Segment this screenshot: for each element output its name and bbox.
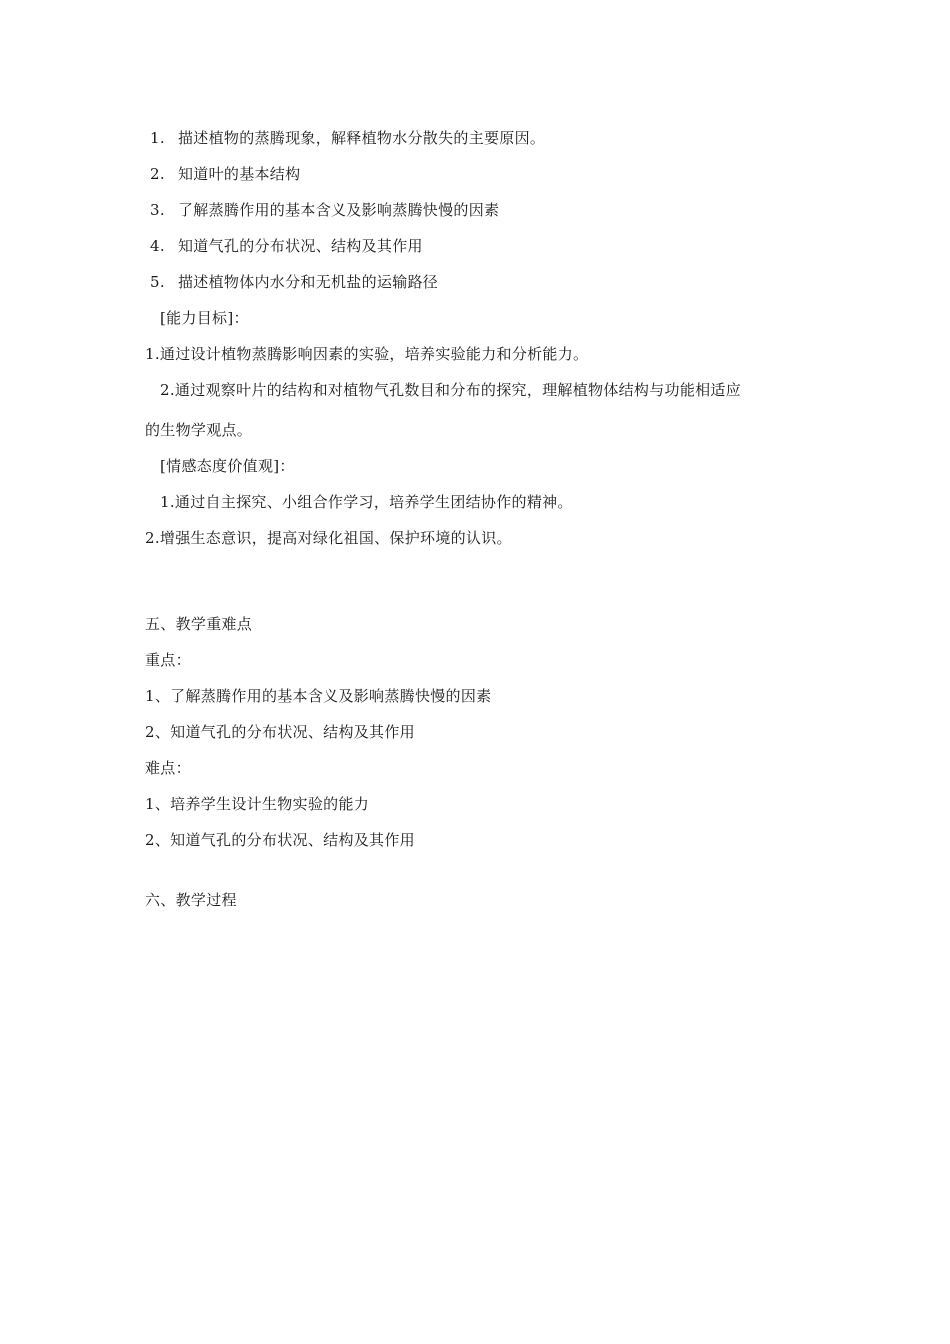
section-title: 六、教学过程 — [145, 891, 237, 909]
item-text: 知道叶的基本结构 — [178, 165, 301, 183]
emotion-heading: [情感态度价值观]： — [160, 457, 295, 475]
knowledge-goal-item — [150, 128, 545, 148]
knowledge-goal-item — [150, 200, 499, 220]
emotion-goal-item: 1.通过自主探究、小组合作学习，培养学生团结协作的精神。 — [160, 493, 573, 511]
difficult-points-label: 难点： — [145, 759, 191, 777]
item-number: 4. — [150, 237, 165, 255]
knowledge-goal-item — [150, 164, 300, 184]
key-points-label: 重点： — [145, 651, 191, 669]
key-point-item: 1、了解蒸腾作用的基本含义及影响蒸腾快慢的因素 — [145, 687, 492, 705]
item-text: 知道气孔的分布状况、结构及其作用 — [178, 237, 423, 255]
ability-goal-item-continued: 的生物学观点。 — [145, 421, 253, 439]
section-title: 五、教学重难点 — [145, 615, 253, 633]
knowledge-goal-item — [150, 272, 438, 292]
item-number: 5. — [150, 273, 165, 291]
item-number: 1. — [150, 129, 165, 147]
emotion-goal-item: 2.增强生态意识，提高对绿化祖国、保护环境的认识。 — [145, 529, 512, 547]
key-point-item: 2、知道气孔的分布状况、结构及其作用 — [145, 723, 415, 741]
difficult-point-item: 2、知道气孔的分布状况、结构及其作用 — [145, 831, 415, 849]
item-text: 描述植物体内水分和无机盐的运输路径 — [178, 273, 439, 291]
difficult-point-item: 1、培养学生设计生物实验的能力 — [145, 795, 370, 813]
item-number: 2. — [150, 165, 165, 183]
ability-goal-item: 1.通过设计植物蒸腾影响因素的实验，培养实验能力和分析能力。 — [145, 345, 589, 363]
item-text: 描述植物的蒸腾现象，解释植物水分散失的主要原因。 — [178, 129, 546, 147]
knowledge-goal-item — [150, 236, 423, 256]
item-number: 3. — [150, 201, 165, 219]
ability-heading: [能力目标]： — [160, 309, 249, 327]
ability-goal-item: 2.通过观察叶片的结构和对植物气孔数目和分布的探究，理解植物体结构与功能相适应 — [160, 381, 742, 399]
item-text: 了解蒸腾作用的基本含义及影响蒸腾快慢的因素 — [178, 201, 500, 219]
